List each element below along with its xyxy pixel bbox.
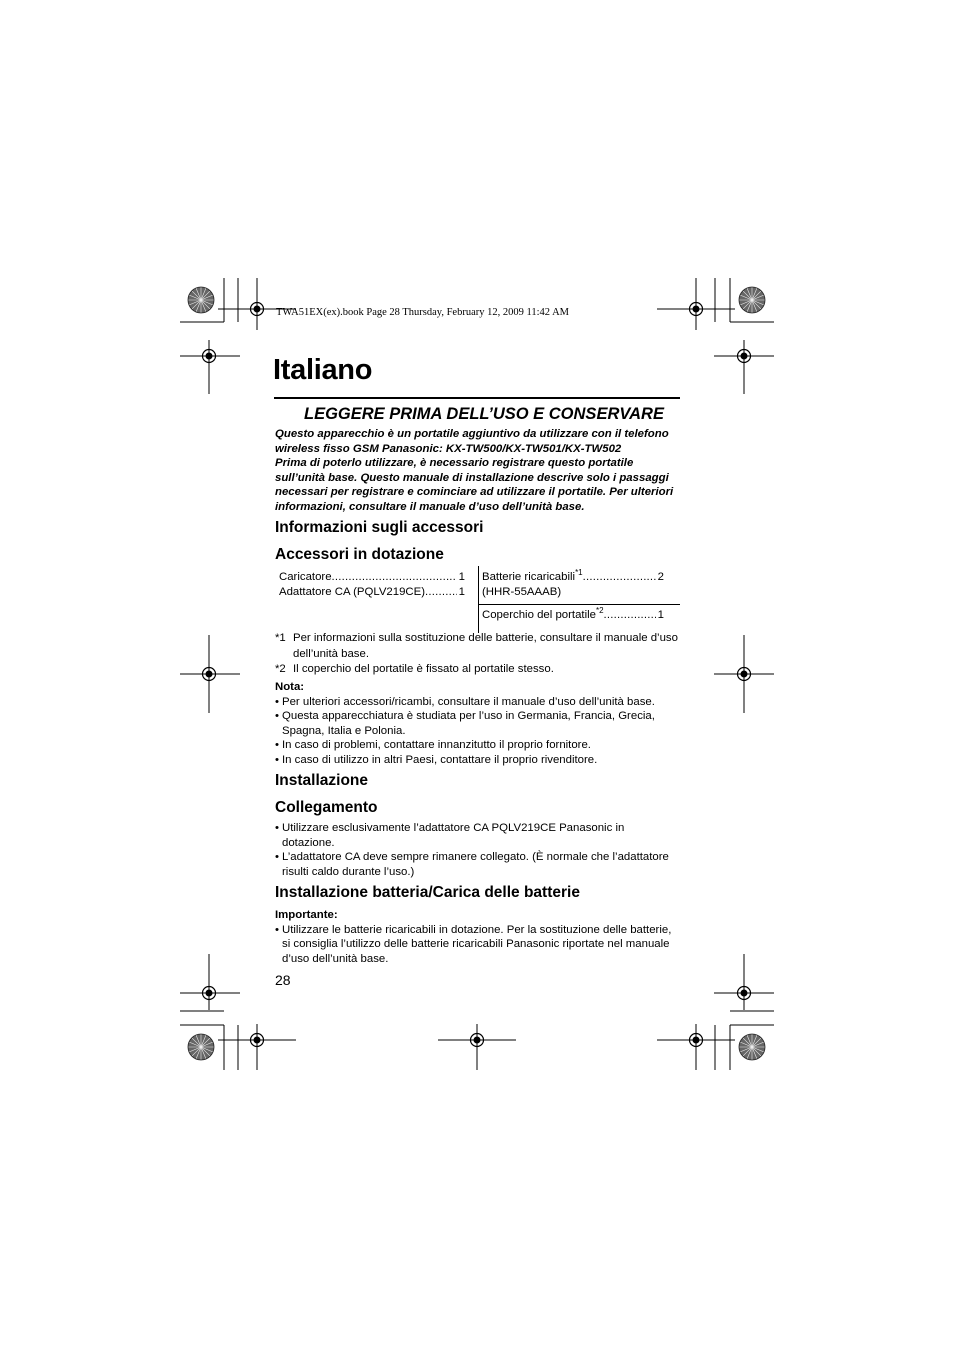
registration-wheel-icon [739,287,765,313]
heading-installation: Installazione [275,772,369,789]
list-item: • Per ulteriori accessori/ricambi, consultare il manuale d’uso dell’unità base. [275,695,685,710]
book-header: TWA51EX(ex).book Page 28 Thursday, February 12, 2009 11:42 AM [276,307,569,318]
accessories-right-column [482,570,664,599]
footnote-mark: *1 [275,632,286,644]
list-item: • In caso di problemi, contattare innanzitutto il proprio fornitore. [275,738,685,753]
registration-wheel-icon [188,1034,214,1060]
footnote [275,630,685,662]
footnote-text: Per informazioni sulla sostituzione delle batterie, consultare il manuale d’uso [293,632,678,644]
accessory-qty: 1 [458,585,465,598]
footnote-ref: *2 [595,606,604,615]
accessory-name: Batterie ricaricabili [482,571,576,583]
footnote-ref: *1 [575,568,583,577]
title-divider [274,397,680,399]
importante-label: Importante: [275,909,338,921]
accessory-row [482,608,664,623]
nota-block [275,680,685,767]
heading-accessories-included: Accessori in dotazione [275,546,444,563]
heading-accessories-info: Informazioni sugli accessori [275,519,484,536]
intro-line: necessari per registrare e cominciare ad utilizzare il portatile. Per ulteriori [275,486,674,499]
list-item: • Questa apparecchiatura è studiata per l’uso in Germania, Francia, Grecia, Spagna, Italia e Polonia. [275,709,668,738]
heading-battery: Installazione batteria/Carica delle batterie [275,884,580,901]
list-item: • In caso di utilizzo in altri Paesi, contattare il proprio rivenditore. [275,753,685,768]
accessory-row [279,585,465,600]
footnote-text: dell’unità base. [293,648,369,660]
intro-line: Prima di poterlo utilizzare, è necessario registrare questo portatile [275,457,634,470]
connection-list [275,821,679,879]
accessory-qty: 1 [657,609,664,621]
accessory-name: Coperchio del portatile [482,609,596,621]
accessory-qty: 1 [458,571,465,583]
intro-line: informazioni, consultare il manuale d’uso dell’unità base. [275,500,585,513]
accessory-name: Caricatore [279,571,332,583]
accessory-row [279,570,465,585]
registration-wheel-icon [188,287,214,313]
table-divider-horizontal [478,604,680,605]
footnote-mark: *2 [275,663,286,675]
table-divider-vertical [478,566,479,633]
footnote [275,662,685,677]
importante-block [275,908,685,966]
accessories-left-column [279,570,465,599]
accessory-row [482,570,664,585]
heading-connection: Collegamento [275,799,378,816]
section-subtitle: LEGGERE PRIMA DELL’USO E CONSERVARE [304,405,664,423]
accessory-model: (HHR-55AAAB) [482,585,562,598]
nota-label: Nota: [275,681,305,693]
intro-line: Questo apparecchio è un portatile aggiuntivo da utilizzare con il telefono [275,428,669,440]
intro-text [275,427,685,515]
list-item: • Utilizzare le batterie ricaricabili in dotazione. Per la sostituzione delle batterie, si consiglia l’utilizzo delle batterie ricaricabili Panasonic riportate nel manuale d’uso dell’unità base. [275,923,680,967]
page-title: Italiano [273,354,373,386]
footnote-text: Il coperchio del portatile è fissato al portatile stesso. [293,663,554,675]
list-item: • L’adattatore CA deve sempre rimanere collegato. (È normale che l’adattatore risulti caldo durante l’uso.) [275,850,679,879]
accessory-qty: 2 [657,571,664,583]
list-item: • Utilizzare esclusivamente l’adattatore CA PQLV219CE Panasonic in dotazione. [275,821,632,850]
page-number: 28 [275,972,291,988]
accessory-name: Adattatore CA (PQLV219CE) [279,585,426,598]
intro-line: wireless fisso GSM Panasonic: KX-TW500/KX-TW501/KX-TW502 [275,442,622,455]
intro-line: sull’unità base. Questo manuale di installazione descrive solo i passaggi [275,471,669,484]
registration-wheel-icon [739,1034,765,1060]
accessories-right-column-lower [482,608,664,623]
